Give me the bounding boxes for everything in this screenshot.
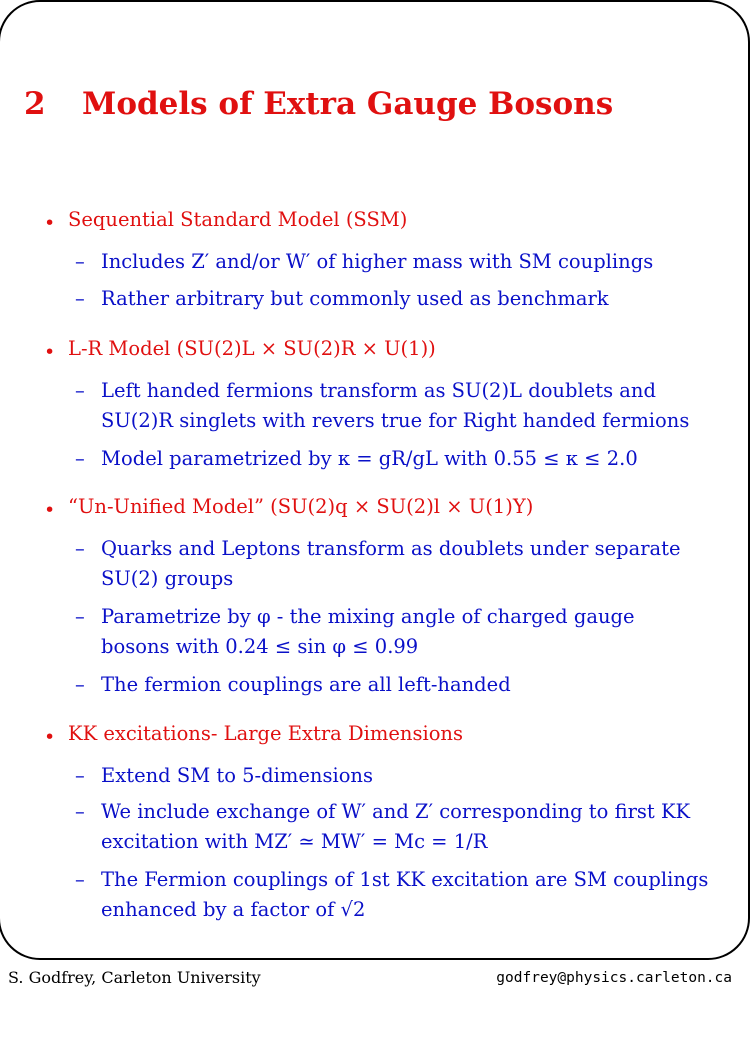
- subitem-text: Rather arbitrary but commonly used as benchmark: [101, 287, 609, 310]
- bullet-dot: •: [44, 726, 56, 748]
- section-number: 2: [24, 86, 46, 122]
- bullet-label: KK excitations- Large Extra Dimensions: [68, 722, 463, 745]
- subitem-text: The Fermion couplings of 1st KK excitation are SM couplings enhanced by a factor of √2: [101, 868, 709, 921]
- subitem: – Model parametrized by κ = gR/gL with 0.55 ≤ κ ≤ 2.0: [75, 447, 638, 470]
- bullet-lr-model: [44, 337, 436, 363]
- footer-email: godfrey@physics.carleton.ca: [496, 970, 732, 986]
- subitem-text: Includes Z′ and/or W′ of higher mass with SM couplings: [101, 250, 654, 273]
- subitem: – Includes Z′ and/or W′ of higher mass with SM couplings: [75, 250, 654, 273]
- bullet-label: “Un-Unified Model” (SU(2)q × SU(2)l × U(1)Y): [68, 495, 534, 518]
- bullet-kk-excitations: [44, 722, 463, 748]
- subitem-text: Left handed fermions transform as SU(2)L doublets and SU(2)R singlets with revers true for Right handed fermions: [101, 379, 690, 432]
- bullet-ssm: [44, 208, 408, 234]
- bullet-label: Sequential Standard Model (SSM): [68, 208, 408, 231]
- subitem-text: We include exchange of W′ and Z′ corresponding to first KK excitation with MZ′ ≃ MW′ = Mc = 1/R: [101, 800, 691, 853]
- subitem-text: The fermion couplings are all left-handed: [101, 673, 511, 696]
- subitem-text: Extend SM to 5-dimensions: [101, 764, 374, 787]
- footer-author: S. Godfrey, Carleton University: [8, 968, 261, 987]
- subitem: – Left handed fermions transform as SU(2)L doublets and SU(2)R singlets with revers true for Right handed fermions: [75, 379, 690, 432]
- slide-title: [24, 86, 613, 122]
- title-text: Models of Extra Gauge Bosons: [82, 86, 614, 122]
- subitem: – Extend SM to 5-dimensions: [75, 764, 374, 787]
- subitem-text: Quarks and Leptons transform as doublets under separate SU(2) groups: [101, 537, 681, 590]
- subitem: – Rather arbitrary but commonly used as benchmark: [75, 287, 609, 310]
- bullet-label: L-R Model (SU(2)L × SU(2)R × U(1)): [68, 337, 436, 360]
- subitem: – Parametrize by φ - the mixing angle of charged gauge bosons with 0.24 ≤ sin φ ≤ 0.99: [75, 605, 635, 658]
- subitem: – The Fermion couplings of 1st KK excitation are SM couplings enhanced by a factor of √2: [75, 868, 709, 921]
- subitem: – We include exchange of W′ and Z′ corresponding to first KK excitation with MZ′ ≃ MW′ = Mc = 1/R: [75, 800, 691, 853]
- bullet-dot: •: [44, 212, 56, 234]
- subitem-text: Parametrize by φ - the mixing angle of charged gauge bosons with 0.24 ≤ sin φ ≤ 0.99: [101, 605, 635, 658]
- subitem: – The fermion couplings are all left-handed: [75, 673, 511, 696]
- subitem-text: Model parametrized by κ = gR/gL with 0.55 ≤ κ ≤ 2.0: [101, 447, 638, 470]
- bullet-dot: •: [44, 341, 56, 363]
- bullet-dot: •: [44, 499, 56, 521]
- subitem: – Quarks and Leptons transform as doublets under separate SU(2) groups: [75, 537, 681, 590]
- bullet-ununified-model: [44, 495, 534, 521]
